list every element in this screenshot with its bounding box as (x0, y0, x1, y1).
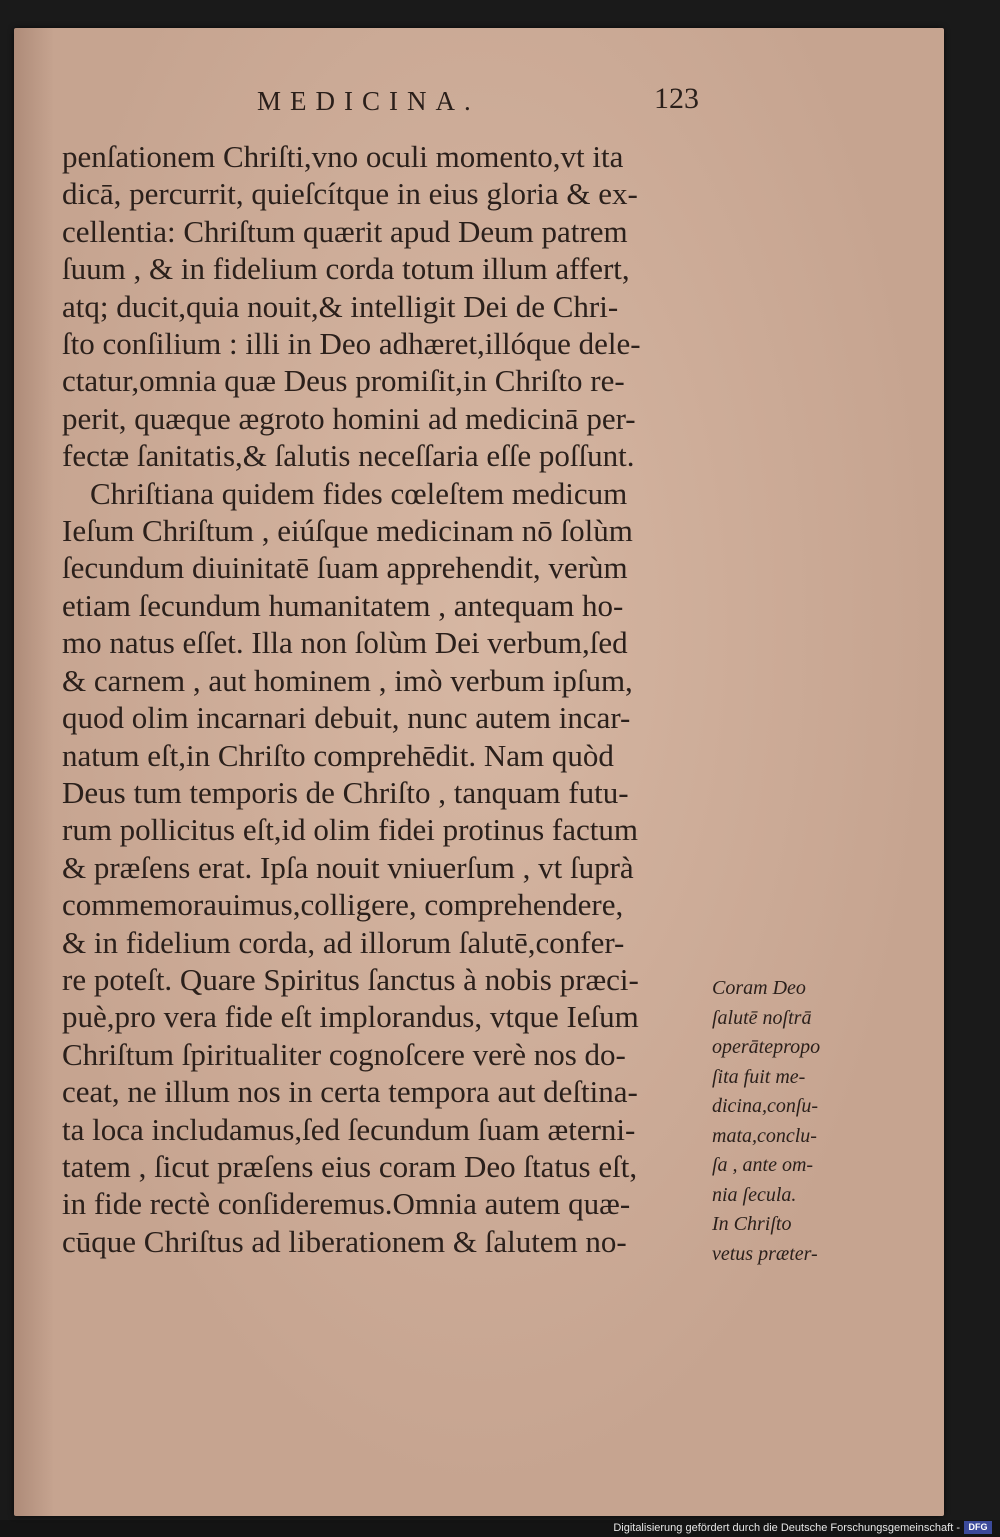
body-text (62, 138, 722, 1260)
text-line: cellentia: Chriſtum quærit apud Deum patrem (62, 213, 628, 249)
text-line: natum eſt,in Chriſto comprehēdit. Nam quòd (62, 737, 614, 773)
text-line: ſecundum diuinitatē ſuam apprehendit, verùm (62, 550, 628, 586)
book-page (14, 28, 944, 1516)
text-line: puè,pro vera fide eſt implorandus, vtque Ieſum (62, 999, 639, 1035)
text-line: in fide rectè conſideremus.Omnia autem quæ- (62, 1186, 631, 1222)
text-line: ſuum , & in fidelium corda totum illum affert, (62, 251, 630, 287)
marginal-note-line: nia ſecula. (712, 1183, 797, 1206)
marginal-note-line: ſalutē noſtrā (712, 1006, 812, 1029)
marginal-note-line: Coram Deo (712, 977, 806, 999)
page-header (14, 82, 944, 126)
text-line: penſationem Chriſti,vno oculi momento,vt ita (62, 139, 624, 174)
text-line: commemorauimus,colligere, comprehendere, (62, 887, 624, 923)
text-line: ceat, ne illum nos in certa tempora aut deſtina- (62, 1074, 638, 1110)
text-line: etiam ſecundum humanitatem , antequam ho- (62, 587, 624, 623)
text-line: & præſens erat. Ipſa nouit vniuerſum , vt ſuprà (62, 849, 634, 885)
paragraph-start-line: Chriſtiana quidem fides cœleſtem medicum (90, 475, 628, 511)
dfg-logo: DFG (964, 1521, 992, 1534)
text-line: re poteſt. Quare Spiritus ſanctus à nobis præci- (62, 961, 639, 997)
digitization-credit: Digitalisierung gefördert durch die Deutsche Forschungsgemeinschaft - (613, 1522, 960, 1534)
text-line: fectæ ſanitatis,& ſalutis neceſſaria eſſe poſſunt. (62, 438, 635, 474)
marginal-note-line: mata,conclu- (712, 1124, 817, 1147)
text-line: atq; ducit,quia nouit,& intelligit Dei de Chri- (62, 288, 619, 324)
text-line: & in fidelium corda, ad illorum ſalutē,confer- (62, 924, 625, 960)
text-line: Deus tum temporis de Chriſto , tanquam futu- (62, 774, 629, 810)
text-line: quod olim incarnari debuit, nunc autem incar- (62, 700, 631, 736)
text-line: ſto conſilium : illi in Deo adhæret,illóque dele- (62, 326, 641, 362)
text-line: mo natus eſſet. Illa non ſolùm Dei verbum,ſed (62, 625, 628, 661)
marginal-note (712, 974, 862, 1269)
text-line: & carnem , aut hominem , imò verbum ipſum, (62, 662, 633, 698)
marginal-note-line: dicina,conſu- (712, 1095, 819, 1117)
text-line: ta loca includamus,ſed ſecundum ſuam æterni- (62, 1111, 636, 1147)
text-line: cūque Chriſtus ad liberationem & ſalutem no- (62, 1223, 627, 1259)
marginal-note-line: ſa , ante om- (712, 1154, 814, 1176)
running-title: MEDICINA. (257, 86, 480, 116)
text-line: dicā, percurrit, quieſcítque in eius gloria & ex- (62, 176, 638, 212)
text-line: rum pollicitus eſt,id olim fidei protinus factum (62, 812, 638, 848)
marginal-note-line: operātepropo (712, 1036, 821, 1058)
marginal-note-line: vetus præter- (712, 1242, 818, 1265)
marginal-note-line: In Chriſto (712, 1213, 792, 1235)
text-line: tatem , ſicut præſens eius coram Deo ſtatus eſt, (62, 1148, 638, 1184)
text-line: ctatur,omnia quæ Deus promiſit,in Chriſto re- (62, 363, 625, 399)
marginal-note-line: ſita fuit me- (712, 1065, 806, 1088)
text-line: perit, quæque ægroto homini ad medicinā per- (62, 400, 636, 436)
page-number: 123 (654, 82, 699, 115)
text-line: Chriſtum ſpiritualiter cognoſcere verè nos do- (62, 1036, 626, 1072)
text-line: Ieſum Chriſtum , eiúſque medicinam nō ſolùm (62, 513, 633, 549)
